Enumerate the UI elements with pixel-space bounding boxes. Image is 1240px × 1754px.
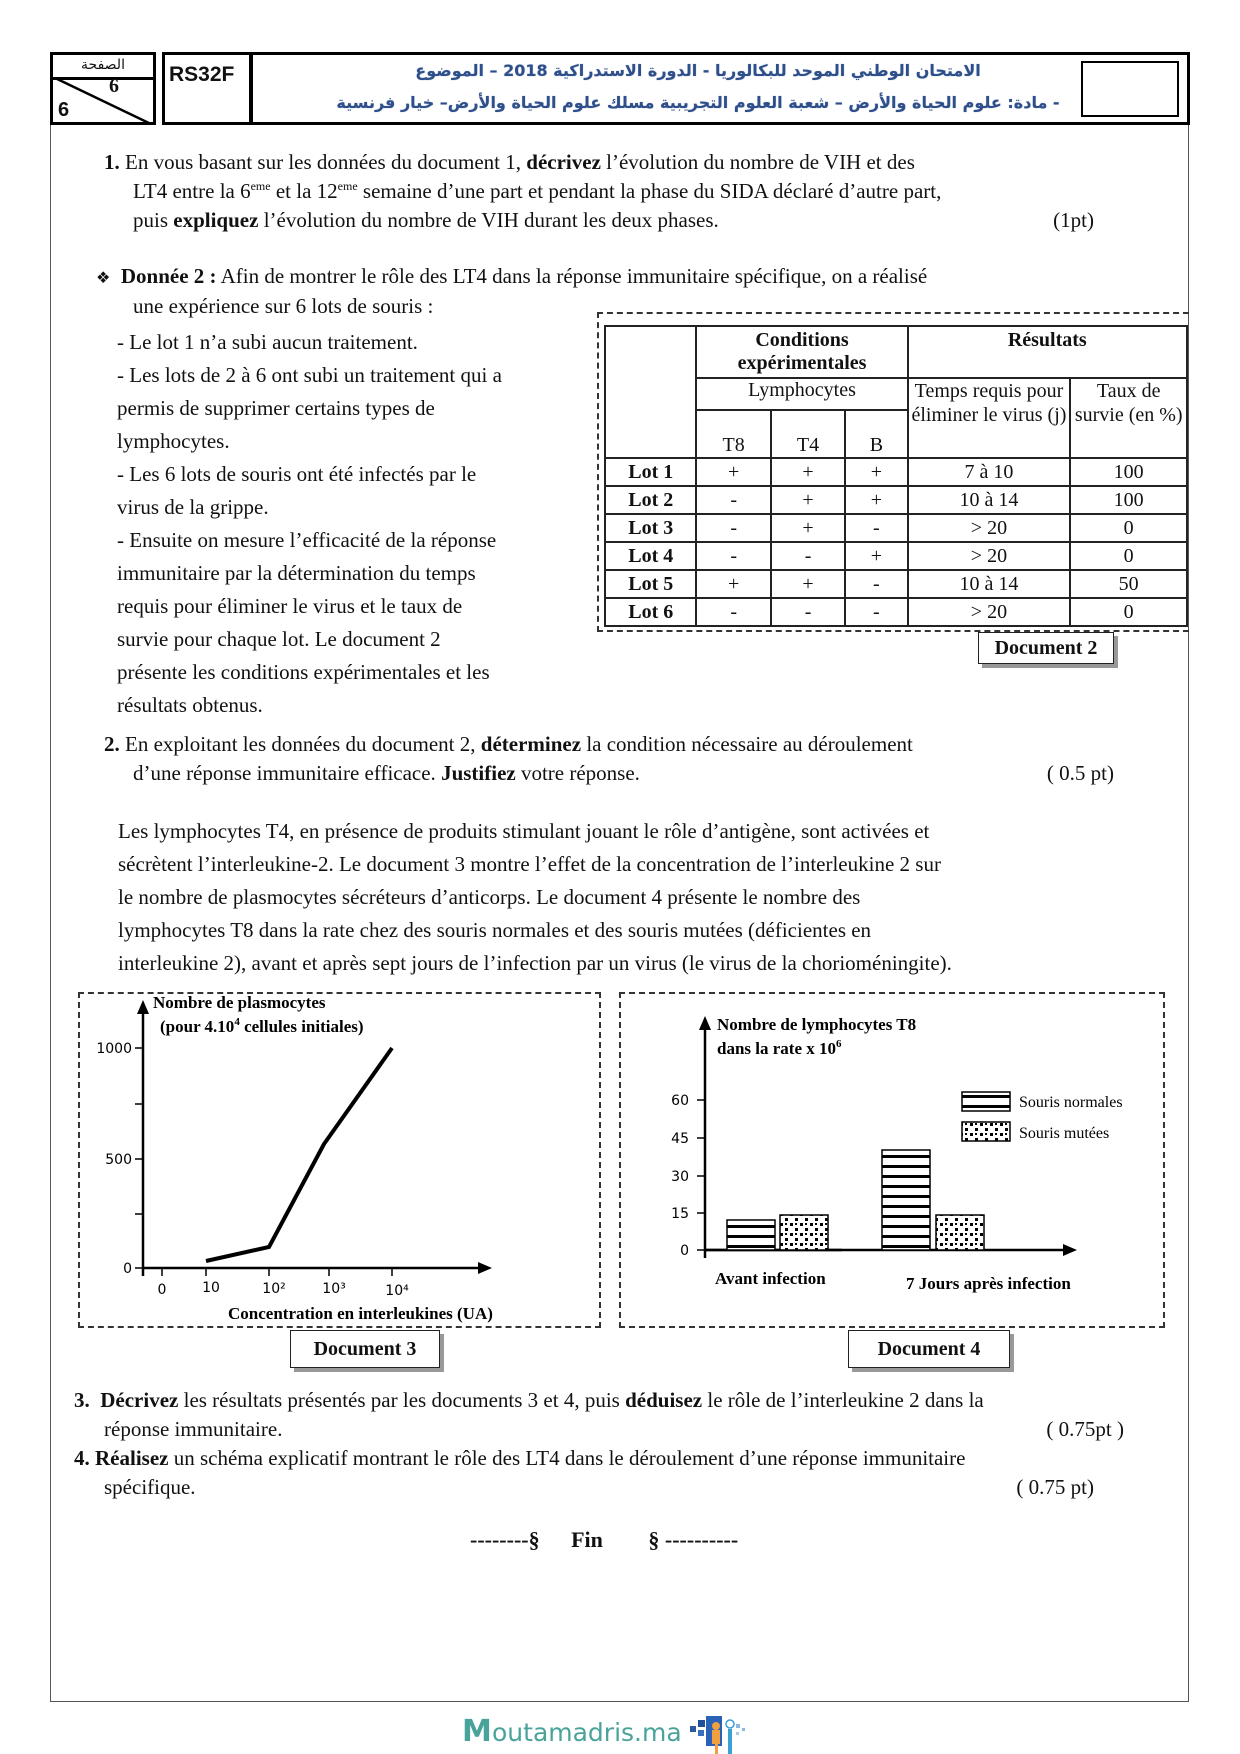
- table-row: [605, 598, 1187, 626]
- end-marker-left: --------§: [470, 1527, 540, 1552]
- category-avant-infection: Avant infection: [715, 1269, 826, 1288]
- page-label: الصفحة: [53, 55, 153, 80]
- t4-cell: +: [771, 570, 845, 598]
- q1-text: puis: [133, 208, 174, 232]
- q4-text: un schéma explicatif montrant le rôle des LT4 dans le déroulement d’une réponse immunitaire: [168, 1446, 966, 1470]
- bullet-diamond-icon: ❖: [96, 268, 111, 287]
- q3-verb-deduisez: déduisez: [625, 1388, 703, 1412]
- t8-cell: -: [696, 542, 770, 570]
- document-3-label: Document 3: [290, 1330, 440, 1368]
- header-resultats: Résultats: [908, 326, 1187, 378]
- taux-cell: 0: [1070, 514, 1187, 542]
- temps-cell: 7 à 10: [908, 458, 1071, 486]
- t8-cell: +: [696, 458, 770, 486]
- paragraph-line: interleukine 2), avant et après sept jours de l’infection par un virus (le virus de la chorioméningite).: [118, 951, 952, 975]
- y-axis-arrow-icon: [137, 1000, 149, 1014]
- q2-points: ( 0.5 pt): [1046, 761, 1114, 785]
- b-cell: -: [845, 570, 907, 598]
- donnee-2-label: Donnée 2 :: [120, 264, 217, 288]
- b-cell: +: [845, 458, 907, 486]
- paragraph-line: Les lymphocytes T4, en présence de produits stimulant jouant le rôle d’antigène, sont activées et: [118, 819, 930, 843]
- paragraph-line: lymphocytes T8 dans la rate chez des souris normales et des souris mutées (déficientes en: [118, 918, 872, 942]
- donnee-2-description: [117, 326, 597, 722]
- temps-cell: 10 à 14: [908, 486, 1071, 514]
- end-marker: [470, 1527, 810, 1553]
- x-tick: 10³: [322, 1281, 346, 1297]
- y-axis-label-line2: dans la rate x $10^6$: [717, 1038, 842, 1058]
- y-tick: 45: [671, 1131, 689, 1147]
- description-line: - Ensuite on mesure l’efficacité de la réponse: [117, 528, 497, 552]
- table-row: [605, 458, 1187, 486]
- q2-text: votre réponse.: [515, 761, 640, 785]
- question-3: [74, 1386, 1164, 1444]
- question-4: [74, 1444, 1164, 1502]
- x-tick: 10⁴: [385, 1283, 409, 1299]
- table-row: [605, 514, 1187, 542]
- logo-m: M: [462, 1714, 492, 1749]
- q3-text: réponse immunitaire.: [104, 1417, 283, 1441]
- temps-cell: > 20: [908, 514, 1071, 542]
- q2-number: 2.: [104, 732, 120, 756]
- document-2-label: Document 2: [978, 632, 1114, 664]
- header-t8: T8: [696, 410, 770, 458]
- document-3-chart: [78, 992, 601, 1328]
- document-4-chart: [619, 992, 1165, 1328]
- header-conditions: Conditions expérimentales: [696, 326, 907, 378]
- y-tick: 15: [671, 1206, 689, 1222]
- q1-sup: eme: [250, 179, 271, 193]
- lot-cell: Lot 3: [605, 514, 696, 542]
- header-lymphocytes: Lymphocytes: [696, 378, 907, 410]
- t8-cell: -: [696, 514, 770, 542]
- exam-header: [50, 50, 1190, 126]
- header-taux: Taux de survie (en %): [1070, 378, 1187, 458]
- document-2-table: [604, 325, 1188, 627]
- t4-cell: +: [771, 486, 845, 514]
- question-1: [104, 148, 1104, 235]
- bar-avant-mutees: [780, 1215, 828, 1250]
- q1-text: l’évolution du nombre de VIH et des: [600, 150, 915, 174]
- b-cell: -: [845, 598, 907, 626]
- q1-text: LT4 entre la 6: [133, 179, 251, 203]
- q4-text: spécifique.: [104, 1475, 196, 1499]
- bar-avant-normales: [727, 1220, 775, 1250]
- description-line: immunitaire par la détermination du temps: [117, 561, 476, 585]
- y-axis-label-line1: Nombre de plasmocytes: [153, 993, 326, 1012]
- paragraph-line: sécrètent l’interleukine-2. Le document 3 montre l’effet de la concentration de l’interleukine 2 sur: [118, 852, 941, 876]
- description-line: - Le lot 1 n’a subi aucun traitement.: [117, 330, 418, 354]
- t4-cell: -: [771, 598, 845, 626]
- t8-cell: -: [696, 486, 770, 514]
- b-cell: -: [845, 514, 907, 542]
- description-line: présente les conditions expérimentales et les: [117, 660, 490, 684]
- q1-verb-expliquez: expliquez: [173, 208, 259, 232]
- logo-text: outamadris.ma: [492, 1718, 682, 1747]
- y-axis-label-line2: (pour 4.10$^4$ cellules initiales): [160, 1016, 364, 1036]
- q3-points: ( 0.75pt ): [1046, 1417, 1124, 1441]
- q1-text: En vous basant sur les données du document 1,: [125, 150, 522, 174]
- q1-text: semaine d’une part et pendant la phase du SIDA déclaré d’autre part,: [357, 179, 942, 203]
- y-tick-0: 0: [123, 1261, 132, 1277]
- y-axis-arrow-icon: [699, 1016, 711, 1030]
- header-b: B: [845, 410, 907, 458]
- donnee-2-text: une expérience sur 6 lots de souris :: [133, 294, 434, 318]
- q4-points: ( 0.75 pt): [1016, 1475, 1094, 1499]
- plasmocytes-line: [206, 1048, 392, 1261]
- q2-verb-determinez: déterminez: [480, 732, 582, 756]
- lot-cell: Lot 5: [605, 570, 696, 598]
- x-axis-arrow-icon: [1063, 1244, 1077, 1256]
- q2-text: la condition nécessaire au déroulement: [581, 732, 913, 756]
- t8-cell: +: [696, 570, 770, 598]
- t4-cell: +: [771, 514, 845, 542]
- exam-title-box: [250, 52, 1190, 125]
- q1-points: (1pt): [1053, 208, 1094, 232]
- t4-cell: -: [771, 542, 845, 570]
- q1-sup: eme: [337, 179, 358, 193]
- context-paragraph: [118, 815, 1158, 980]
- question-2: [104, 730, 1114, 788]
- x-tick: 10: [202, 1280, 220, 1296]
- page-fraction: [53, 77, 153, 122]
- description-line: survie pour chaque lot. Le document 2: [117, 627, 441, 651]
- table-row: [605, 486, 1187, 514]
- t8-cell: -: [696, 598, 770, 626]
- exam-code: RS32F: [162, 52, 252, 125]
- q1-text: l’évolution du nombre de VIH durant les deux phases.: [258, 208, 719, 232]
- bar-apres-mutees: [936, 1215, 984, 1250]
- q4-number: 4.: [74, 1446, 90, 1470]
- header-t4: T4: [771, 410, 845, 458]
- legend-mutees-label: Souris mutées: [1019, 1125, 1110, 1142]
- page-number-box: [50, 52, 156, 125]
- taux-cell: 0: [1070, 542, 1187, 570]
- q3-number: 3.: [74, 1388, 90, 1412]
- b-cell: +: [845, 542, 907, 570]
- y-tick-500: 500: [105, 1152, 132, 1168]
- header-temps: Temps requis pour éliminer le virus (j): [908, 378, 1071, 458]
- temps-cell: > 20: [908, 598, 1071, 626]
- y-tick: 60: [671, 1093, 689, 1109]
- q1-verb-decrivez: décrivez: [526, 150, 601, 174]
- x-axis-arrow-icon: [478, 1262, 492, 1274]
- b-cell: +: [845, 486, 907, 514]
- legend-mutees-swatch: [962, 1122, 1010, 1141]
- category-7-jours: 7 Jours après infection: [906, 1274, 1071, 1293]
- taux-cell: 100: [1070, 458, 1187, 486]
- description-line: permis de supprimer certains types de: [117, 396, 435, 420]
- x-tick: 10²: [262, 1281, 286, 1297]
- y-tick-1000: 1000: [96, 1041, 132, 1057]
- legend-normales-swatch: [962, 1092, 1010, 1111]
- corner-cell: [605, 326, 696, 458]
- t4-cell: +: [771, 458, 845, 486]
- x-axis-label: Concentration en interleukines (UA): [228, 1304, 493, 1323]
- legend-normales-label: Souris normales: [1019, 1094, 1123, 1111]
- q2-verb-justifiez: Justifiez: [441, 761, 516, 785]
- q2-text: d’une réponse immunitaire efficace.: [133, 761, 442, 785]
- end-marker-fin: Fin: [571, 1527, 603, 1552]
- exam-title-line2: - مادة: علوم الحياة والأرض – شعبة العلوم التجريبية مسلك علوم الحياة والأرض– خيار فرنسية: [336, 93, 1060, 112]
- description-line: - Les 6 lots de souris ont été infectés par le: [117, 462, 477, 486]
- temps-cell: > 20: [908, 542, 1071, 570]
- empty-box: [1081, 61, 1179, 117]
- exam-title-line1: الامتحان الوطني الموحد للبكالوريا - الدورة الاستدراكية 2018 – الموضوع: [415, 61, 981, 80]
- y-axis-label-line1: Nombre de lymphocytes T8: [717, 1015, 917, 1034]
- lot-cell: Lot 2: [605, 486, 696, 514]
- q1-number: 1.: [104, 150, 120, 174]
- q4-verb-realisez: Réalisez: [95, 1446, 169, 1470]
- end-marker-right: § ----------: [648, 1527, 739, 1552]
- page-current: 6: [109, 77, 119, 97]
- graduate-figure-icon: [684, 1714, 754, 1754]
- table-row: [605, 542, 1187, 570]
- description-line: - Les lots de 2 à 6 ont subi un traitement qui a: [117, 363, 502, 387]
- page-total: 6: [58, 99, 70, 121]
- q3-text: le rôle de l’interleukine 2 dans la: [702, 1388, 984, 1412]
- moutamadris-logo[interactable]: [462, 1714, 782, 1754]
- document-4-label: Document 4: [848, 1330, 1010, 1368]
- donnee-2-text: Afin de montrer le rôle des LT4 dans la réponse immunitaire spécifique, on a réalisé: [216, 264, 928, 288]
- lot-cell: Lot 4: [605, 542, 696, 570]
- taux-cell: 0: [1070, 598, 1187, 626]
- lot-cell: Lot 1: [605, 458, 696, 486]
- taux-cell: 50: [1070, 570, 1187, 598]
- q2-text: En exploitant les données du document 2,: [119, 732, 481, 756]
- taux-cell: 100: [1070, 486, 1187, 514]
- q3-text: les résultats présentés par les documents 3 et 4, puis: [178, 1388, 626, 1412]
- paragraph-line: le nombre de plasmocytes sécréteurs d’anticorps. Le document 4 présente le nombre des: [118, 885, 861, 909]
- x-tick: 0: [157, 1282, 167, 1298]
- description-line: résultats obtenus.: [117, 693, 263, 717]
- lot-cell: Lot 6: [605, 598, 696, 626]
- bar-apres-normales: [882, 1150, 930, 1250]
- q3-verb-decrivez: Décrivez: [100, 1388, 179, 1412]
- q1-text: et la 12: [270, 179, 338, 203]
- description-line: lymphocytes.: [117, 429, 230, 453]
- description-line: virus de la grippe.: [117, 495, 269, 519]
- description-line: requis pour éliminer le virus et le taux de: [117, 594, 463, 618]
- temps-cell: 10 à 14: [908, 570, 1071, 598]
- y-tick: 30: [671, 1169, 689, 1185]
- y-tick: 0: [680, 1243, 689, 1259]
- table-row: [605, 570, 1187, 598]
